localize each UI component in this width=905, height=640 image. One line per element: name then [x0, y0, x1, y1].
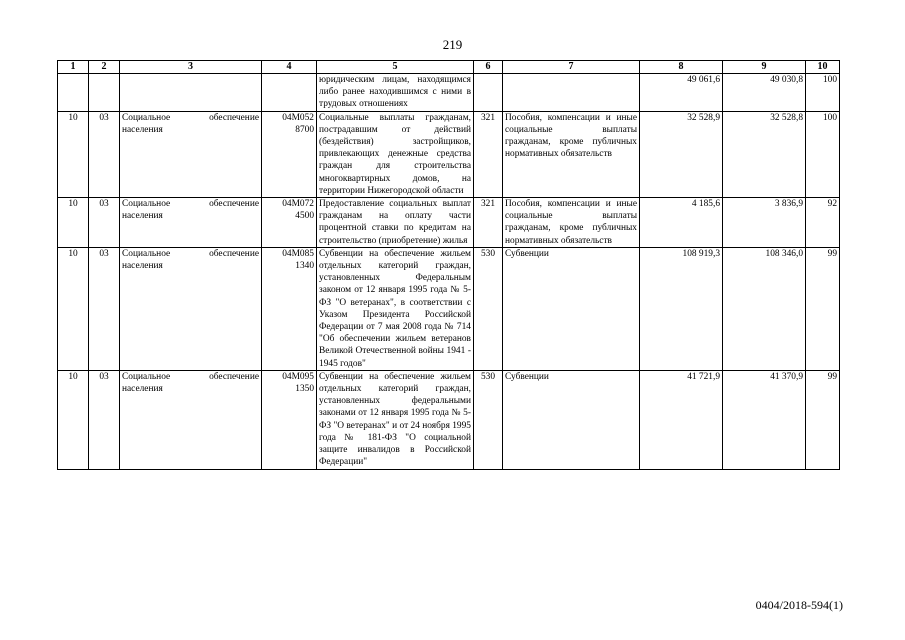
planned-amount-cell: 49 061,6	[640, 74, 723, 112]
section-code-cell	[58, 74, 89, 112]
executed-amount-cell: 3 836,9	[723, 198, 806, 248]
article-name-cell: Предоставление социальных выплат гражданам на оплату части процентной ставки по кредитам на строительство (приобретение) жилья	[317, 198, 474, 248]
article-name-cell: Субвенции на обеспечение жильем отдельных категорий граждан, установленных Федеральным законом от 12 января 1995 года № 5-ФЗ "О ветеранах", в соответствии с Указом Президента Российской Федерации от 7 мая 2008 года № 714 "Об обеспечении жильем ветеранов Великой Отечественной войны 1941 - 1945 годов"	[317, 247, 474, 370]
execution-percent-cell: 100	[806, 111, 840, 197]
subsection-code-cell: 03	[89, 247, 120, 370]
execution-percent-cell: 92	[806, 198, 840, 248]
execution-percent-cell: 99	[806, 247, 840, 370]
expense-type-code-cell: 321	[474, 198, 503, 248]
planned-amount-cell: 32 528,9	[640, 111, 723, 197]
executed-amount-cell: 41 370,9	[723, 370, 806, 469]
expense-type-name-cell: Пособия, компенсации и иные социальные выплаты гражданам, кроме публичных нормативных обязательств	[503, 198, 640, 248]
planned-amount-cell: 41 721,9	[640, 370, 723, 469]
column-header: 2	[89, 61, 120, 74]
subsection-code-cell: 03	[89, 198, 120, 248]
target-article-cell: 04М072 4500	[262, 198, 317, 248]
column-header: 8	[640, 61, 723, 74]
executed-amount-cell: 49 030,8	[723, 74, 806, 112]
expense-type-code-cell	[474, 74, 503, 112]
executed-amount-cell: 32 528,8	[723, 111, 806, 197]
section-code-cell: 10	[58, 111, 89, 197]
table-header-row	[58, 61, 840, 74]
column-header: 4	[262, 61, 317, 74]
planned-amount-cell: 4 185,6	[640, 198, 723, 248]
target-article-cell: 04М052 8700	[262, 111, 317, 197]
expense-type-code-cell: 530	[474, 370, 503, 469]
column-header: 3	[120, 61, 262, 74]
page-number: 219	[442, 37, 463, 52]
article-name-cell: юридическим лицам, находящимся либо ранее находившимся с ними в трудовых отношениях	[317, 74, 474, 112]
table-row	[58, 247, 840, 370]
execution-percent-cell: 100	[806, 74, 840, 112]
expense-type-name-cell: Субвенции	[503, 370, 640, 469]
target-article-cell: 04М085 1340	[262, 247, 317, 370]
target-article-cell	[262, 74, 317, 112]
column-header: 7	[503, 61, 640, 74]
subsection-code-cell	[89, 74, 120, 112]
column-header: 1	[58, 61, 89, 74]
subsection-code-cell: 03	[89, 111, 120, 197]
budget-table	[57, 60, 840, 470]
table-row	[58, 370, 840, 469]
article-name-cell: Социальные выплаты гражданам, пострадавшим от действий (бездействия) застройщиков, привлекающих денежные средства граждан для строительства многоквартирных домов, на территории Нижегородской области	[317, 111, 474, 197]
subsection-name-cell: Социальное обеспечение населения	[120, 370, 262, 469]
column-header: 5	[317, 61, 474, 74]
column-header: 6	[474, 61, 503, 74]
subsection-name-cell: Социальное обеспечение населения	[120, 111, 262, 197]
article-name-cell: Субвенции на обеспечение жильем отдельных категорий граждан, установленных федеральными законами от 12 января 1995 года № 5-ФЗ "О ветеранах" и от 24 ноября 1995 года № 181-ФЗ "О социальной защите инвалидов в Российской Федерации"	[317, 370, 474, 469]
execution-percent-cell: 99	[806, 370, 840, 469]
section-code-cell: 10	[58, 247, 89, 370]
table-row	[58, 74, 840, 112]
section-code-cell: 10	[58, 198, 89, 248]
subsection-name-cell	[120, 74, 262, 112]
executed-amount-cell: 108 346,0	[723, 247, 806, 370]
subsection-name-cell: Социальное обеспечение населения	[120, 198, 262, 248]
planned-amount-cell: 108 919,3	[640, 247, 723, 370]
subsection-name-cell: Социальное обеспечение населения	[120, 247, 262, 370]
expense-type-code-cell: 530	[474, 247, 503, 370]
expense-type-name-cell: Пособия, компенсации и иные социальные выплаты гражданам, кроме публичных нормативных обязательств	[503, 111, 640, 197]
expense-type-name-cell	[503, 74, 640, 112]
table-row	[58, 198, 840, 248]
target-article-cell: 04М095 1350	[262, 370, 317, 469]
expense-type-code-cell: 321	[474, 111, 503, 197]
column-header: 10	[806, 61, 840, 74]
section-code-cell: 10	[58, 370, 89, 469]
document-code: 0404/2018-594(1)	[755, 598, 843, 612]
subsection-code-cell: 03	[89, 370, 120, 469]
expense-type-name-cell: Субвенции	[503, 247, 640, 370]
column-header: 9	[723, 61, 806, 74]
table-row	[58, 111, 840, 197]
